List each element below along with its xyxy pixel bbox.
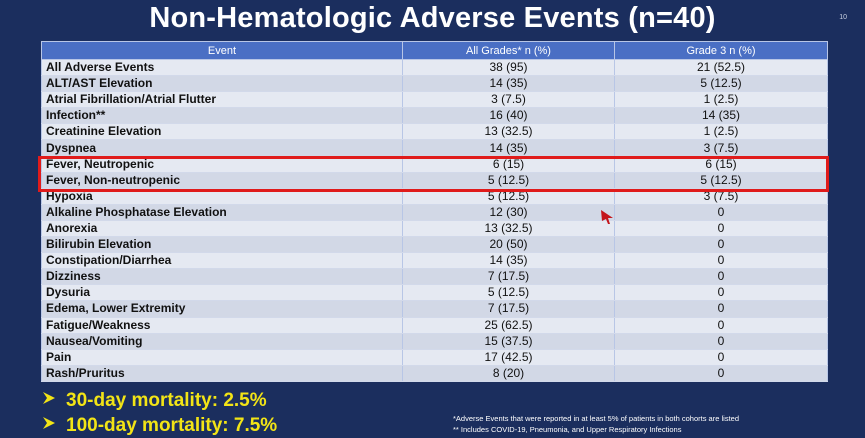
grade3-cell: 0 — [615, 204, 828, 220]
event-cell: Infection** — [42, 108, 403, 124]
table-row — [42, 333, 828, 349]
event-cell: Dizziness — [42, 269, 403, 285]
table-row — [42, 140, 828, 156]
grade3-cell: 6 (15) — [615, 156, 828, 172]
adverse-events-table — [41, 41, 828, 382]
grade3-cell: 0 — [615, 365, 828, 381]
table-row — [42, 60, 828, 76]
table-row — [42, 253, 828, 269]
footnote: *Adverse Events that were reported in at least 5% of patients in both cohorts are listed — [453, 414, 739, 423]
mortality-bullets — [42, 388, 277, 438]
grade3-cell: 0 — [615, 317, 828, 333]
event-cell: Rash/Pruritus — [42, 365, 403, 381]
header-all-grades: All Grades* n (%) — [403, 42, 615, 60]
pointer-arrow-icon — [600, 209, 614, 225]
event-cell: Nausea/Vomiting — [42, 333, 403, 349]
event-cell: Alkaline Phosphatase Elevation — [42, 204, 403, 220]
grade3-cell: 3 (7.5) — [615, 140, 828, 156]
all-grades-cell: 13 (32.5) — [403, 220, 615, 236]
all-grades-cell: 13 (32.5) — [403, 124, 615, 140]
event-cell: Hypoxia — [42, 188, 403, 204]
grade3-cell: 3 (7.5) — [615, 188, 828, 204]
arrowhead-bullet-icon — [42, 388, 66, 413]
grade3-cell: 21 (52.5) — [615, 60, 828, 76]
table-row — [42, 365, 828, 381]
event-cell: Fever, Neutropenic — [42, 156, 403, 172]
table-row — [42, 285, 828, 301]
event-cell: Dyspnea — [42, 140, 403, 156]
event-cell: Bilirubin Elevation — [42, 237, 403, 253]
table-row — [42, 188, 828, 204]
all-grades-cell: 25 (62.5) — [403, 317, 615, 333]
all-grades-cell: 7 (17.5) — [403, 301, 615, 317]
event-cell: Atrial Fibrillation/Atrial Flutter — [42, 92, 403, 108]
table-row — [42, 92, 828, 108]
all-grades-cell: 5 (12.5) — [403, 188, 615, 204]
grade3-cell: 0 — [615, 269, 828, 285]
event-cell: Creatinine Elevation — [42, 124, 403, 140]
event-cell: Pain — [42, 349, 403, 365]
all-grades-cell: 7 (17.5) — [403, 269, 615, 285]
grade3-cell: 0 — [615, 333, 828, 349]
table-row — [42, 172, 828, 188]
table-body — [42, 60, 828, 382]
event-cell: Fatigue/Weakness — [42, 317, 403, 333]
grade3-cell: 1 (2.5) — [615, 92, 828, 108]
all-grades-cell: 14 (35) — [403, 253, 615, 269]
bullet-text: 30-day mortality: 2.5% — [66, 390, 267, 411]
all-grades-cell: 6 (15) — [403, 156, 615, 172]
grade3-cell: 0 — [615, 285, 828, 301]
table-row — [42, 108, 828, 124]
footnotes — [453, 413, 739, 435]
all-grades-cell: 17 (42.5) — [403, 349, 615, 365]
table-row — [42, 269, 828, 285]
bullet-item — [42, 413, 277, 438]
table-row — [42, 124, 828, 140]
slide-title: Non-Hematologic Adverse Events (n=40) — [149, 2, 716, 34]
event-cell: Edema, Lower Extremity — [42, 301, 403, 317]
all-grades-cell: 16 (40) — [403, 108, 615, 124]
all-grades-cell: 14 (35) — [403, 76, 615, 92]
slide-number: 10 — [839, 14, 847, 21]
footnote: ** Includes COVID-19, Pneumonia, and Upper Respiratory Infections — [453, 425, 682, 434]
header-event: Event — [42, 42, 403, 60]
header-grade3: Grade 3 n (%) — [615, 42, 828, 60]
event-cell: Anorexia — [42, 220, 403, 236]
event-cell: Dysuria — [42, 285, 403, 301]
all-grades-cell: 15 (37.5) — [403, 333, 615, 349]
all-grades-cell: 8 (20) — [403, 365, 615, 381]
grade3-cell: 0 — [615, 349, 828, 365]
table-row — [42, 220, 828, 236]
grade3-cell: 0 — [615, 220, 828, 236]
grade3-cell: 5 (12.5) — [615, 76, 828, 92]
event-cell: ALT/AST Elevation — [42, 76, 403, 92]
all-grades-cell: 14 (35) — [403, 140, 615, 156]
table-row — [42, 301, 828, 317]
event-cell: Fever, Non-neutropenic — [42, 172, 403, 188]
table-row — [42, 237, 828, 253]
table-row — [42, 317, 828, 333]
grade3-cell: 14 (35) — [615, 108, 828, 124]
grade3-cell: 0 — [615, 253, 828, 269]
grade3-cell: 0 — [615, 301, 828, 317]
table-row — [42, 76, 828, 92]
bullet-text: 100-day mortality: 7.5% — [66, 415, 278, 436]
all-grades-cell: 5 (12.5) — [403, 285, 615, 301]
grade3-cell: 5 (12.5) — [615, 172, 828, 188]
arrowhead-bullet-icon — [42, 413, 66, 438]
grade3-cell: 0 — [615, 237, 828, 253]
table-header-row — [42, 42, 828, 60]
table-row — [42, 156, 828, 172]
event-cell: Constipation/Diarrhea — [42, 253, 403, 269]
all-grades-cell: 3 (7.5) — [403, 92, 615, 108]
grade3-cell: 1 (2.5) — [615, 124, 828, 140]
all-grades-cell: 20 (50) — [403, 237, 615, 253]
all-grades-cell: 5 (12.5) — [403, 172, 615, 188]
bullet-item — [42, 388, 277, 413]
table-row — [42, 349, 828, 365]
table-row — [42, 204, 828, 220]
all-grades-cell: 38 (95) — [403, 60, 615, 76]
all-grades-cell: 12 (30) — [403, 204, 615, 220]
event-cell: All Adverse Events — [42, 60, 403, 76]
